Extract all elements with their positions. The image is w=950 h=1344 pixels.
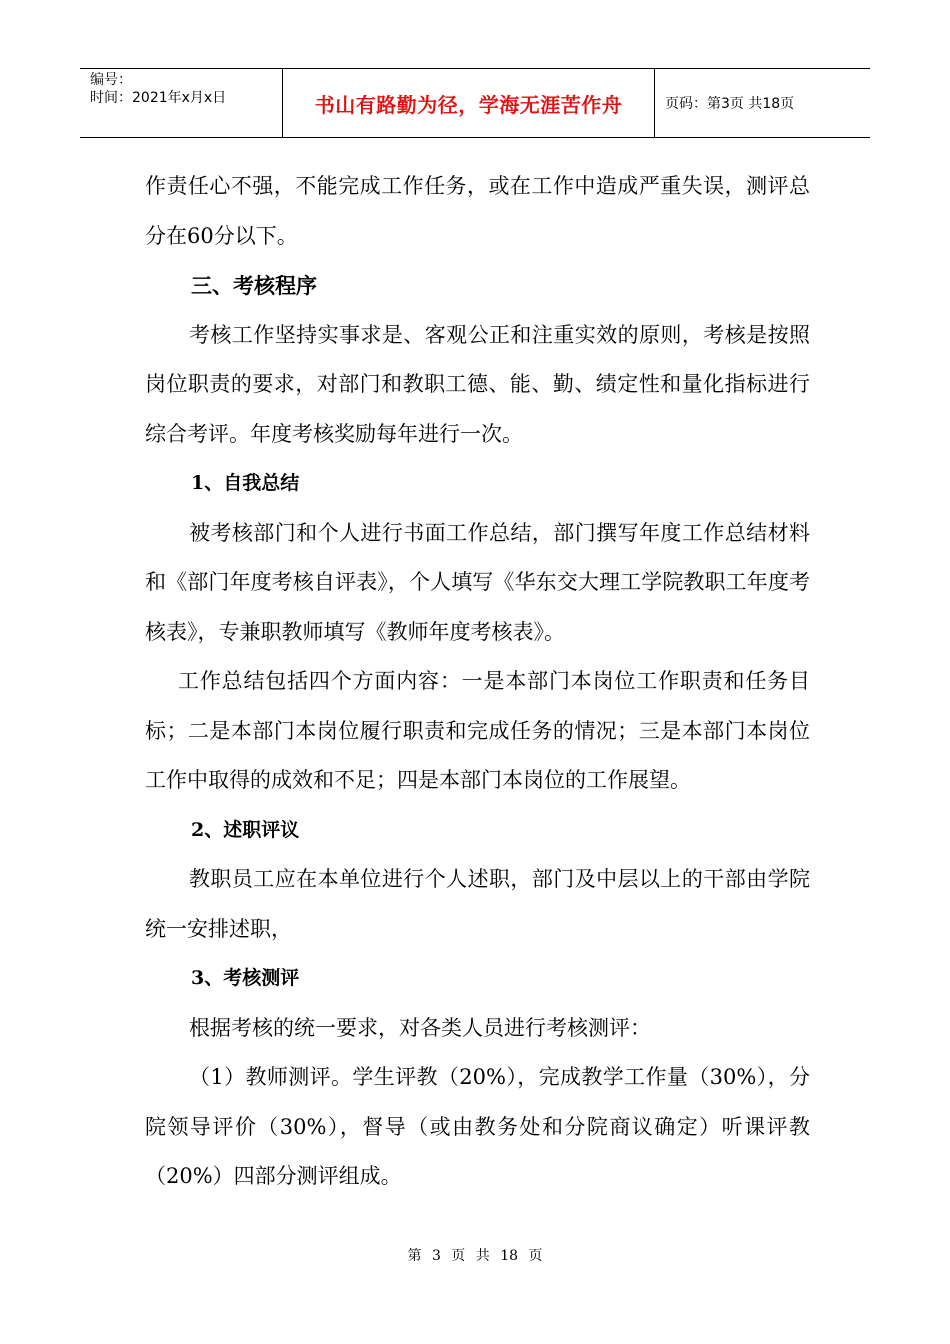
paragraph: 考核工作坚持实事求是、客观公正和注重实效的原则，考核是按照岗位职责的要求，对部门和教职工德、能、勤、绩定性和量化指标进行综合考评。年度考核奖励每年进行一次。 bbox=[145, 322, 810, 446]
section-heading: 三、考核程序 bbox=[191, 273, 317, 298]
paragraph: 根据考核的统一要求，对各类人员进行考核测评： bbox=[189, 1015, 651, 1040]
number-label: 编号： bbox=[90, 72, 132, 88]
paragraph: 工作总结包括四个方面内容：一是本部门本岗位工作职责和任务目标；二是本部门本岗位履行职责和完成任务的情况；三是本部门本岗位工作中取得的成效和不足；四是本部门本岗位的工作展望。 bbox=[145, 669, 810, 792]
subsection-heading: 2、述职评议 bbox=[191, 818, 300, 841]
paragraph: 作责任心不强，不能完成工作任务，或在工作中造成严重失误，测评总分在60分以下。 bbox=[145, 174, 810, 248]
motto-text: 书山有路勤为径，学海无涯苦作舟 bbox=[314, 92, 623, 117]
page-header bbox=[80, 68, 870, 138]
paragraph: （1）教师测评。学生评教（20%），完成教学工作量（30%），分院领导评价（30%），督导（或由教务处和分院商议确定）听课评教（20%）四部分测评组成。 bbox=[145, 1065, 810, 1188]
page-info-text: 页码：第3页 共18页 bbox=[665, 96, 795, 112]
header-meta bbox=[80, 69, 283, 137]
header-motto-cell bbox=[283, 69, 655, 137]
subsection-heading: 1、自我总结 bbox=[191, 472, 300, 494]
time-label: 时间：2021年x月x日 bbox=[90, 90, 227, 106]
document-body bbox=[145, 162, 810, 1202]
header-page-info bbox=[655, 69, 870, 137]
page-footer: 第 3 页 共 18 页 bbox=[407, 1248, 543, 1264]
paragraph: 被考核部门和个人进行书面工作总结，部门撰写年度工作总结材料和《部门年度考核自评表》，个人填写《华东交大理工学院教职工年度考核表》，专兼职教师填写《教师年度考核表》。 bbox=[145, 520, 810, 644]
paragraph: 教职员工应在本单位进行个人述职，部门及中层以上的干部由学院统一安排述职， bbox=[145, 867, 810, 941]
subsection-heading: 3、考核测评 bbox=[191, 967, 300, 989]
